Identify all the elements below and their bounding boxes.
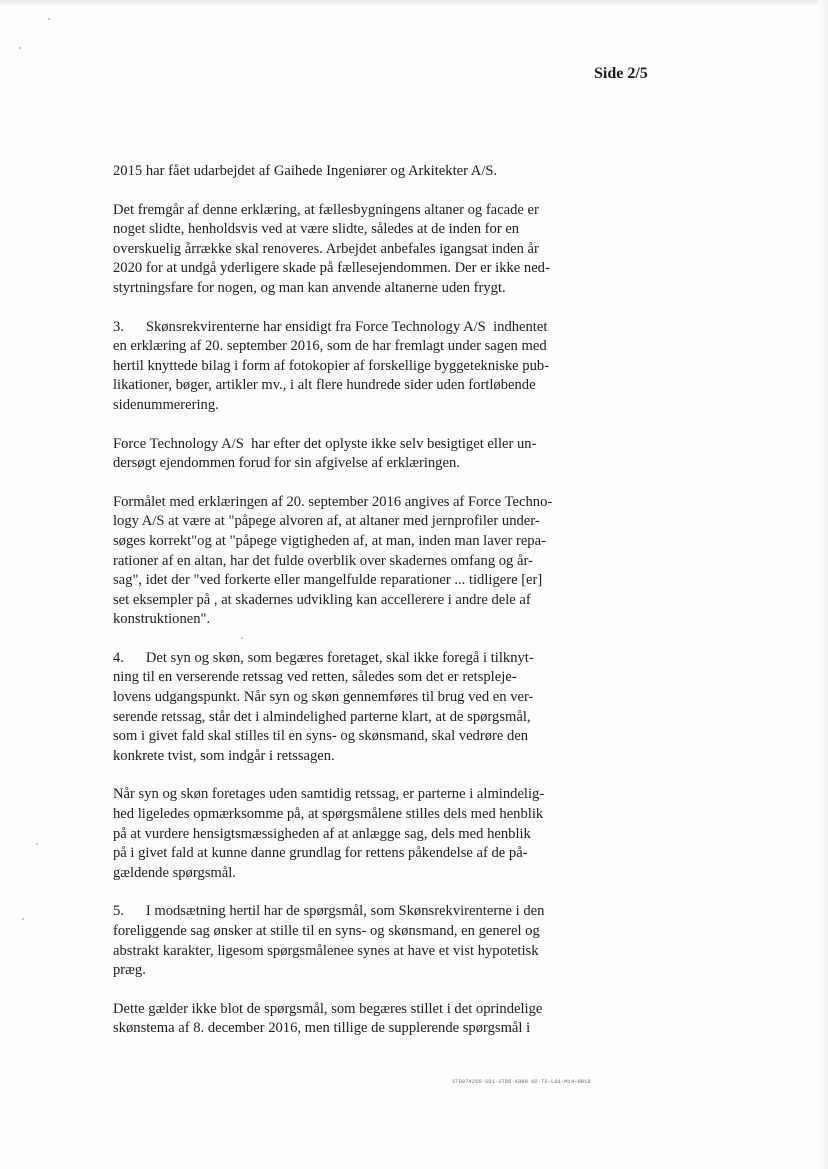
text-line: serende retssag, står det i almindelighed parterne klart, at de spørgsmål, <box>113 708 531 725</box>
text-line: på i givet fald at kunne danne grundlag for rettens påkendelse af de på- <box>113 845 528 862</box>
scan-speck <box>22 918 24 920</box>
page-number: Side 2/5 <box>594 65 648 82</box>
text-line: Dette gælder ikke blot de spørgsmål, som begæres stillet i det oprindelige <box>113 1000 543 1017</box>
text-line: hed ligeledes opmærksomme på, at spørgsmålene stilles dels med henblik <box>113 806 544 823</box>
text-line: på at vurdere hensigtsmæssigheden af at anlægge sag, dels med henblik <box>113 825 531 842</box>
text-line: søges korrekt"og at "påpege vigtigheden af, at man, inden man laver repa- <box>113 532 546 549</box>
text-line: styrtningsfare for nogen, og man kan anvende altanerne uden frygt. <box>113 279 506 296</box>
text-line: hertil knyttede bilag i form af fotokopier af forskellige byggetekniske pub- <box>113 357 550 374</box>
text-line: 2015 har fået udarbejdet af Gaihede Ingeniører og Arkitekter A/S. <box>113 163 498 179</box>
scan-speck <box>36 843 38 845</box>
document-body <box>113 162 597 1039</box>
text-line: overskuelig årrække skal renoveres. Arbejdet anbefales igangsat inden år <box>113 240 539 257</box>
scan-edge-right <box>818 0 828 1169</box>
text-line: 2020 for at undgå yderligere skade på fællesejendommen. Der er ikke ned- <box>113 260 550 277</box>
scan-speck <box>19 47 21 49</box>
text-line: Det fremgår af denne erklæring, at fællesbygningens altaner og facade er <box>113 201 539 218</box>
text-line: konstruktionen". <box>113 611 211 628</box>
text-line: 3. Skønsrekvirenterne har ensidigt fra Force Technology A/S indhentet <box>113 318 548 335</box>
text-line: likationer, bøger, artikler mv., i alt flere hundrede sider uden fortløbende <box>113 377 536 394</box>
text-line: dersøgt ejendommen forud for sin afgivelse af erklæringen. <box>113 455 460 472</box>
text-line: Force Technology A/S har efter det oplyste ikke selv besigtiget eller un- <box>113 435 537 452</box>
text-line: en erklæring af 20. september 2016, som de har fremlagt under sagen med <box>113 338 547 355</box>
text-line: abstrakt karakter, ligesom spørgsmålenee synes at have et vist hypotetisk <box>113 942 539 959</box>
text-line: 5. I modsætning hertil har de spørgsmål, som Skønsrekvirenterne i den <box>113 903 545 920</box>
text-line: præg. <box>113 962 146 979</box>
scan-speck <box>48 18 50 20</box>
text-line: noget slidte, henholdsvis ved at være slidte, således at de inden for en <box>113 221 520 238</box>
text-line: Formålet med erklæringen af 20. september 2016 angives af Force Techno- <box>113 493 553 510</box>
text-line: 4. Det syn og skøn, som begæres foretaget, skal ikke foregå i tilknyt- <box>113 649 534 666</box>
text-line: lovens udgangspunkt. Når syn og skøn gennemføres til brug ved en ver- <box>113 689 534 706</box>
text-line: Når syn og skøn foretages uden samtidig retssag, er parterne i almindelig- <box>113 786 545 803</box>
text-line: som i givet fald skal stilles til en syns- og skønsmand, skal vedrøre den <box>113 728 529 745</box>
text-line: logy A/S at være at "påpege alvoren af, at altaner med jernprofiler under- <box>113 513 540 530</box>
text-line: foreliggende sag ønsker at stille til en syns- og skønsmand, en generel og <box>113 923 540 939</box>
document-code: STD074256-S01-ST05-K899 02-T2-L01-M14-9R10 <box>452 1078 591 1085</box>
text-line: gældende spørgsmål. <box>113 864 236 881</box>
scan-edge-top <box>0 0 828 6</box>
text-line: sag", idet der "ved forkerte eller mangelfulde reparationer ... tidligere [er] <box>113 572 543 589</box>
text-line: rationer af en altan, har det fulde overblik over skadernes omfang og år- <box>113 552 533 569</box>
text-line: konkrete tvist, som indgår i retssagen. <box>113 747 335 764</box>
text-line: ning til en verserende retssag ved retten, således som det er retspleje- <box>113 669 517 686</box>
text-line: set eksempler på , at skadernes udvikling kan accellerere i andre dele af <box>113 591 531 608</box>
text-line: skønstema af 8. december 2016, men tillige de supplerende spørgsmål i <box>113 1020 531 1037</box>
text-line: sidenummerering. <box>113 396 219 413</box>
